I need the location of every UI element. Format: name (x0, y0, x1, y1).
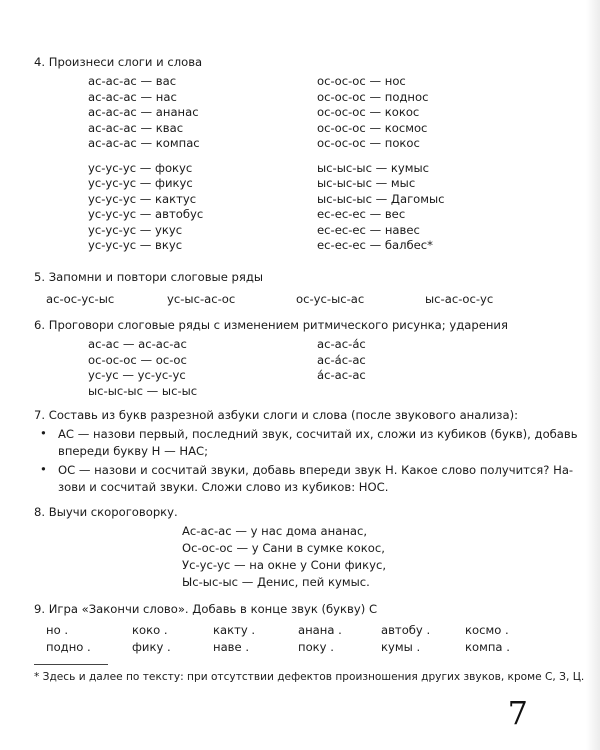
ex6-right-item: ас-а́с-ас (317, 352, 366, 367)
tongue-twister-line: Ыс-ыс-ыс — Денис, пей кумыс. (182, 575, 370, 589)
tongue-twister-line: Ос-ос-ос — у Сани в сумке кокос, (182, 541, 385, 555)
ex6-heading: 6. Проговори слоговые ряды с изменением ритмического рисунка; ударения (34, 318, 508, 332)
ex6-left-column (88, 337, 197, 399)
word-fragment: компа . (465, 640, 510, 654)
ex5-series: ыс-ас-ос-ус (425, 292, 494, 306)
ex4-right-item: ыс-ыс-ыс — Дагомыс (317, 191, 445, 206)
word-fragment: фику . (132, 640, 171, 654)
ex7-bullet-2-line: ОС — назови и сосчитай звуки, добавь впереди звук Н. Какое слово получится? На- (58, 463, 574, 477)
ex4-right-item: ос-ос-ос — космос (317, 120, 428, 135)
ex4-right-item: ес-ес-ес — вес (317, 207, 406, 221)
footnote: * Здесь и далее по тексту: при отсутствии дефектов произношения других звуков, кроме С, З, Ц. (34, 671, 585, 683)
ex6-left-item: ас-ас — ас-ас-ас (88, 337, 187, 351)
word-fragment: наве . (213, 640, 250, 654)
tongue-twister-line: Ас-ас-ас — у нас дома ананас, (182, 524, 368, 538)
ex4-left-item: ас-ас-ас — компас (88, 136, 200, 150)
ex4-right-item: ос-ос-ос — кокос (317, 105, 420, 119)
ex6-right-item: а́с-ас-ас (317, 368, 366, 382)
ex7-bullet-marker: • (40, 462, 47, 476)
word-fragment: но . (46, 623, 69, 637)
ex4-left-item: ас-ас-ас — ананас (88, 105, 199, 119)
tongue-twister (182, 523, 386, 591)
ex7-bullet-1-line: АС — назови первый, последний звук, сосчитай их, сложи из кубиков (букв), добавь (58, 427, 578, 441)
ex4-right-item: ыс-ыс-ыс — мыс (317, 176, 416, 190)
word-fragment: космо . (465, 623, 509, 637)
ex4-right-item: ыс-ыс-ыс — кумыс (317, 160, 430, 175)
ex7-bullet-marker: • (40, 426, 47, 440)
ex4-right-item: ес-ес-ес — навес (317, 222, 420, 237)
page-edge-shadow (586, 0, 600, 750)
ex4-left-item: ас-ас-ас — вас (88, 74, 177, 88)
ex4-left-item: ус-ус-ус — автобус (88, 207, 204, 221)
ex5-series: ас-ос-ус-ыс (46, 292, 115, 306)
word-fragment: автобу . (381, 623, 431, 637)
ex7-bullet-2 (58, 462, 573, 496)
ex7-bullet-2-line: зови и сосчитай звуки. Сложи слово из кубиков: НОС. (58, 480, 389, 494)
ex5-series: ос-ус-ыс-ас (296, 292, 365, 306)
page-number: 7 (507, 694, 528, 732)
ex4-left-item: ус-ус-ус — укус (88, 222, 183, 237)
ex6-left-item: ыс-ыс-ыс — ыс-ыс (88, 383, 198, 398)
ex4-left-item: ус-ус-ус — фикус (88, 176, 193, 190)
ex6-left-item: ус-ус — ус-ус-ус (88, 368, 186, 382)
ex5-heading: 5. Запомни и повтори слоговые ряды (34, 270, 264, 284)
ex8-heading: 8. Выучи скороговорку. (34, 505, 178, 519)
ex6-right-column (317, 337, 366, 384)
ex4-left-column (88, 74, 203, 254)
ex4-right-item: ос-ос-ос — покос (317, 136, 420, 150)
ex4-left-item: ас-ас-ас — нас (88, 89, 177, 104)
ex5-series: ус-ыс-ас-ос (167, 292, 236, 306)
ex4-right-column (317, 74, 445, 254)
word-fragment: подно . (46, 640, 91, 654)
ex4-right-item: ос-ос-ос — нос (317, 74, 406, 88)
ex9-heading: 9. Игра «Закончи слово». Добавь в конце звук (букву) С (34, 602, 378, 616)
word-fragment: анана . (298, 623, 342, 637)
ex6-left-item: ос-ос-ос — ос-ос (88, 352, 187, 367)
ex4-left-item: ус-ус-ус — вкус (88, 238, 183, 252)
ex4-left-item: ус-ус-ус — кактус (88, 191, 197, 206)
tongue-twister-line: Ус-ус-ус — на окне у Сони фикус, (182, 558, 387, 572)
word-fragment: коко . (132, 623, 168, 637)
ex6-right-item: ас-ас-а́с (317, 337, 366, 351)
ex7-bullet-1 (58, 426, 578, 460)
ex4-heading: 4. Произнеси слоги и слова (34, 55, 203, 69)
ex4-right-item: ос-ос-ос — поднос (317, 89, 429, 104)
word-fragment: какту . (213, 623, 256, 637)
ex4-left-item: ас-ас-ас — квас (88, 120, 184, 135)
ex7-heading: 7. Составь из букв разрезной азбуки слоги и слова (после звукового анализа): (34, 408, 519, 422)
word-fragment: поку . (298, 640, 334, 654)
ex4-left-item: ус-ус-ус — фокус (88, 160, 193, 175)
ex4-right-item: ес-ес-ес — балбес* (317, 238, 433, 252)
footnote-rule (34, 664, 108, 665)
ex7-bullet-1-line: впереди букву Н — НАС; (58, 444, 208, 458)
word-fragment: кумы . (381, 640, 421, 654)
